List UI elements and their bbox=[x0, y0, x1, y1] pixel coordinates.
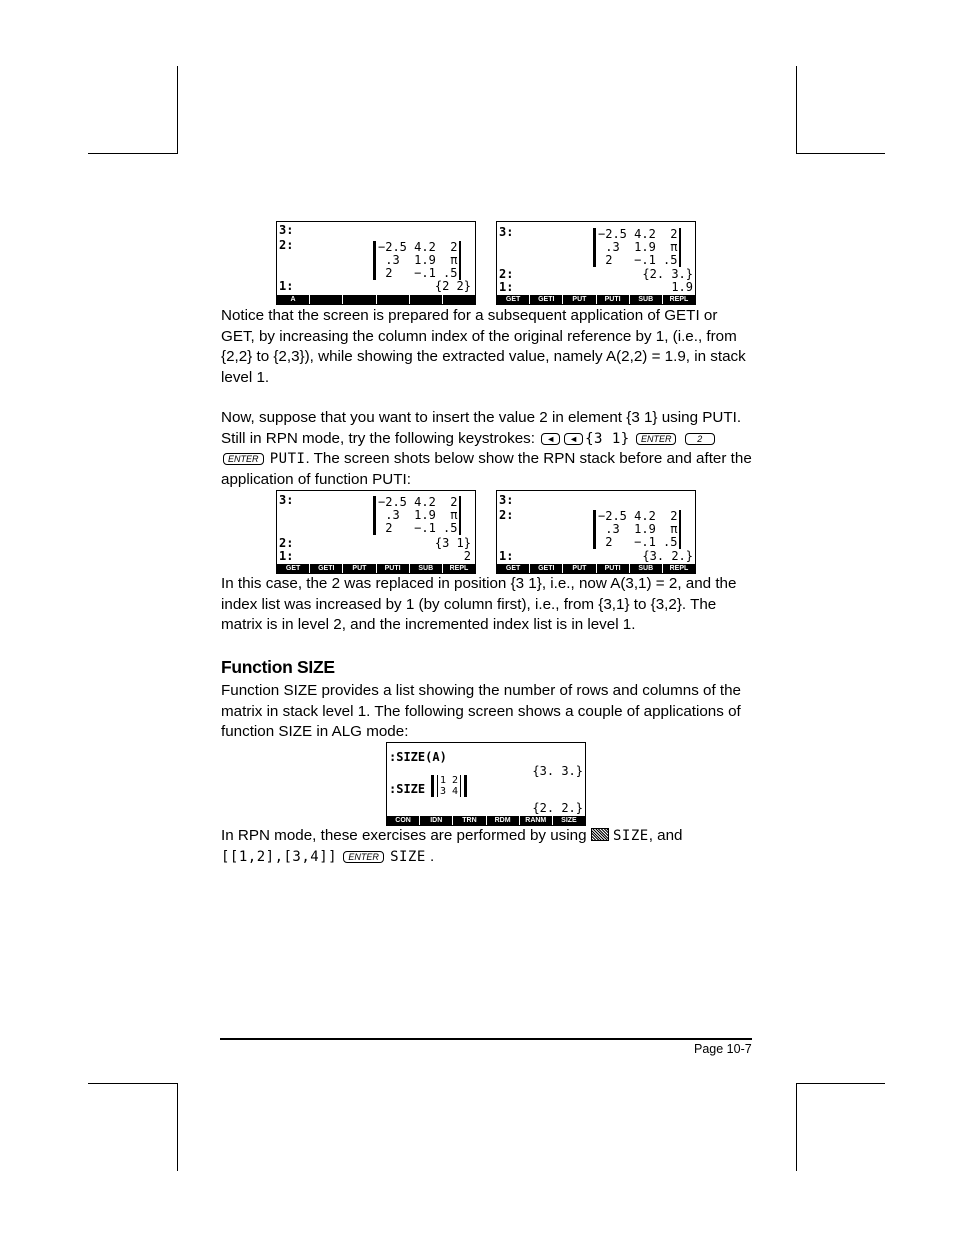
stack-level-1: 1: bbox=[499, 549, 514, 563]
result-value: {2. 2.} bbox=[532, 801, 583, 815]
crop-mark bbox=[88, 153, 177, 154]
enter-key-icon: ENTER bbox=[343, 851, 384, 863]
soft-key: PUT bbox=[563, 564, 596, 573]
soft-key: REPL bbox=[449, 565, 469, 572]
stack-value-1: 1.9 bbox=[671, 280, 693, 294]
stack-value-1: {2 2} bbox=[434, 279, 471, 293]
matrix-row: 1 2 bbox=[440, 775, 459, 786]
stack-level-3: 3: bbox=[499, 493, 514, 507]
crop-mark bbox=[796, 66, 797, 154]
stack-level-1: 1: bbox=[279, 279, 294, 293]
soft-key: REPL bbox=[669, 296, 689, 303]
soft-menu bbox=[277, 564, 475, 573]
soft-key: RANM bbox=[520, 816, 553, 825]
calc-screen-5 bbox=[386, 742, 586, 826]
soft-key: GET bbox=[277, 564, 310, 573]
paragraph-puti-result: In this case, the 2 was replaced in position {3 1}, i.e., now A(3,1) = 2, and the index list was increased by 1 (by column first), i.e., from {3,1} to {3,2}. The matrix is in level 2, and the incremented index list is in level 1. bbox=[221, 575, 737, 633]
stack-level-1: 1: bbox=[499, 280, 514, 294]
soft-key: TRN bbox=[453, 816, 486, 825]
crop-mark bbox=[796, 153, 885, 154]
crop-mark bbox=[796, 1083, 797, 1171]
stack-value-1: {3. 2.} bbox=[642, 549, 693, 563]
left-shift-key-icon: ◄ bbox=[541, 433, 560, 445]
soft-menu bbox=[497, 295, 695, 304]
command-line: :SIZE(A) bbox=[389, 750, 447, 764]
page-number: Page 10-7 bbox=[694, 1042, 752, 1056]
stack-level-2: 2: bbox=[279, 536, 294, 550]
stack-value-2: {2. 3.} bbox=[642, 267, 693, 281]
soft-menu bbox=[387, 816, 585, 825]
stack-level-3: 3: bbox=[279, 223, 294, 237]
calc-screen-3 bbox=[276, 490, 476, 574]
stack-level-2: 2: bbox=[279, 238, 294, 252]
matrix-display bbox=[431, 775, 467, 797]
enter-key-icon: ENTER bbox=[223, 453, 264, 465]
paragraph-text: . bbox=[425, 847, 435, 865]
soft-key: PUT bbox=[343, 564, 376, 573]
stack-level-1: 1: bbox=[279, 549, 294, 563]
soft-key bbox=[343, 295, 376, 304]
stack-level-2: 2: bbox=[499, 508, 514, 522]
paragraph-puti-keystrokes bbox=[221, 408, 753, 490]
section-heading: Function SIZE bbox=[221, 657, 335, 677]
soft-key: PUTI bbox=[597, 295, 630, 304]
list-code: {3 1} bbox=[585, 430, 630, 447]
soft-key: SUB bbox=[630, 564, 663, 573]
paragraph-text: In RPN mode, these exercises are performed by using bbox=[221, 827, 591, 844]
soft-key: RDM bbox=[487, 816, 520, 825]
stack-level-3: 3: bbox=[279, 493, 294, 507]
calc-screen-2 bbox=[496, 221, 696, 305]
stack-value-1: 2 bbox=[463, 549, 471, 563]
matrix-display: −2.5 4.2 2 .3 1.9 π 2 −.1 .5 bbox=[593, 228, 681, 267]
soft-key: PUTI bbox=[377, 564, 410, 573]
soft-menu bbox=[497, 564, 695, 573]
soft-key: A bbox=[277, 295, 310, 304]
paragraph-geti-explanation: Notice that the screen is prepared for a subsequent application of GETI or GET, by increasing the column index of the original reference by 1, (i.e., from {2,2} to {2,3}), while showing the extracted value, namely A(2,2) = 1.9, in stack level 1. bbox=[221, 307, 746, 386]
soft-key: PUT bbox=[563, 295, 596, 304]
crop-mark bbox=[177, 66, 178, 154]
number-key-icon: 2 bbox=[685, 433, 715, 445]
soft-key: CON bbox=[387, 816, 420, 825]
soft-key: SUB bbox=[630, 295, 663, 304]
left-shift-key-icon: ◄ bbox=[564, 433, 583, 445]
crop-mark bbox=[796, 1083, 885, 1084]
soft-key: GETI bbox=[530, 295, 563, 304]
stack-level-2: 2: bbox=[499, 267, 514, 281]
soft-key: GET bbox=[497, 564, 530, 573]
soft-key: SUB bbox=[410, 564, 443, 573]
enter-key-icon: ENTER bbox=[636, 433, 677, 445]
paragraph-text: , and bbox=[648, 827, 683, 844]
matrix-display: −2.5 4.2 2 .3 1.9 π 2 −.1 .5 bbox=[373, 241, 461, 280]
calc-screen-1 bbox=[276, 221, 476, 305]
matrix-row: 3 4 bbox=[440, 786, 459, 797]
matrix-code: [[1,2],[3,4]] bbox=[221, 848, 338, 865]
soft-key bbox=[310, 295, 343, 304]
puti-code: PUTI bbox=[269, 451, 306, 467]
stack-value-2: {3 1} bbox=[434, 536, 471, 550]
footer-rule bbox=[220, 1038, 752, 1040]
result-value: {3. 3.} bbox=[532, 764, 583, 778]
soft-menu bbox=[277, 295, 475, 304]
soft-key: IDN bbox=[420, 816, 453, 825]
size-code: SIZE bbox=[390, 848, 426, 865]
soft-key: GETI bbox=[530, 564, 563, 573]
soft-key: GET bbox=[497, 295, 530, 304]
soft-key: REPL bbox=[669, 565, 689, 572]
stack-level-3: 3: bbox=[499, 225, 514, 239]
command-line: :SIZE bbox=[389, 782, 426, 796]
matrix-display: −2.5 4.2 2 .3 1.9 π 2 −.1 .5 bbox=[593, 510, 681, 549]
calc-screen-4 bbox=[496, 490, 696, 574]
crop-mark bbox=[88, 1083, 177, 1084]
soft-key: GETI bbox=[310, 564, 343, 573]
paragraph-rpn-size bbox=[221, 826, 753, 867]
size-code: SIZE bbox=[612, 828, 649, 844]
crop-mark bbox=[177, 1083, 178, 1171]
soft-key bbox=[377, 295, 410, 304]
soft-key bbox=[443, 295, 475, 304]
soft-key: SIZE bbox=[561, 817, 577, 824]
paragraph-size-intro: Function SIZE provides a list showing the number of rows and columns of the matrix in stack level 1. The following screen shows a couple of applications of function SIZE in ALG mode: bbox=[221, 682, 742, 740]
matrix-display: −2.5 4.2 2 .3 1.9 π 2 −.1 .5 bbox=[373, 496, 461, 535]
paragraph-text: . The screen shots below show the RPN stack before and after the application of function PUTI: bbox=[221, 450, 752, 488]
matrix-menu-key-icon bbox=[591, 828, 609, 841]
paragraph-text: Now, suppose that you want to insert the value 2 in element {3 1} using PUTI. Still in RPN mode, try the following keystrokes: bbox=[221, 409, 742, 447]
soft-key bbox=[410, 295, 443, 304]
soft-key: PUTI bbox=[597, 564, 630, 573]
